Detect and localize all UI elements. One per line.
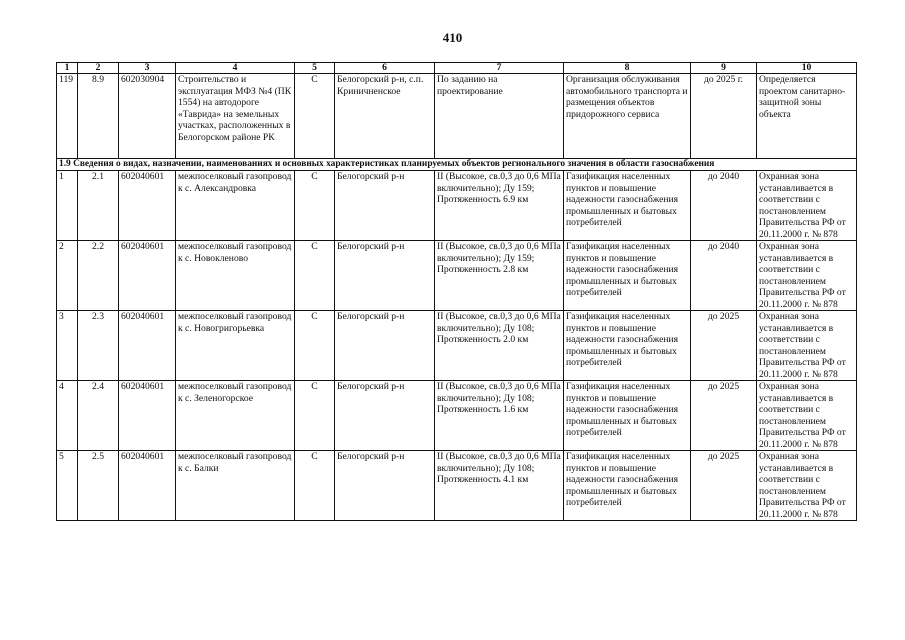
object-status: С [295, 241, 335, 311]
row-number: 3 [57, 311, 78, 381]
row-index: 2.5 [78, 451, 119, 521]
object-name: межпоселковый газопровод к с. Новокленово [176, 241, 295, 311]
object-purpose: Газификация населенных пунктов и повышение надежности газоснабжения промышленных и бытовых потребителей [564, 311, 691, 381]
object-purpose: Газификация населенных пунктов и повышение надежности газоснабжения промышленных и бытовых потребителей [564, 241, 691, 311]
object-zone: Охранная зона устанавливается в соответствии с постановлением Правительства РФ от 20.11.2000 г. № 878 [757, 241, 857, 311]
column-header: 9 [691, 63, 757, 74]
object-characteristics: II (Высокое, св.0,3 до 0,6 МПа включительно); Ду 159; Протяженность 2.8 км [435, 241, 564, 311]
object-zone: Определяется проектом санитарно-защитной зоны объекта [757, 74, 857, 159]
page-number: 410 [442, 30, 463, 45]
object-zone: Охранная зона устанавливается в соответствии с постановлением Правительства РФ от 20.11.2000 г. № 878 [757, 171, 857, 241]
object-characteristics: II (Высокое, св.0,3 до 0,6 МПа включительно); Ду 159; Протяженность 6.9 км [435, 171, 564, 241]
object-name: межпоселковый газопровод к с. Балки [176, 451, 295, 521]
object-location: Белогорский р-н [335, 241, 435, 311]
object-status: С [295, 381, 335, 451]
object-purpose: Организация обслуживания автомобильного транспорта и размещения объектов придорожного сервиса [564, 74, 691, 159]
object-term: до 2025 [691, 451, 757, 521]
object-term: до 2040 [691, 241, 757, 311]
table-row [57, 74, 857, 159]
column-header: 8 [564, 63, 691, 74]
section-row [57, 159, 857, 171]
object-term: до 2025 [691, 311, 757, 381]
planning-table [56, 62, 857, 521]
row-code: 602040601 [119, 451, 176, 521]
object-term: до 2040 [691, 171, 757, 241]
object-characteristics: II (Высокое, св.0,3 до 0,6 МПа включительно); Ду 108; Протяженность 1.6 км [435, 381, 564, 451]
table-row [57, 451, 857, 521]
column-header: 10 [757, 63, 857, 74]
row-number: 4 [57, 381, 78, 451]
object-purpose: Газификация населенных пунктов и повышение надежности газоснабжения промышленных и бытовых потребителей [564, 171, 691, 241]
row-number: 2 [57, 241, 78, 311]
row-number: 1 [57, 171, 78, 241]
object-status: С [295, 451, 335, 521]
object-location: Белогорский р-н [335, 451, 435, 521]
object-zone: Охранная зона устанавливается в соответствии с постановлением Правительства РФ от 20.11.2000 г. № 878 [757, 311, 857, 381]
row-code: 602030904 [119, 74, 176, 159]
object-characteristics: II (Высокое, св.0,3 до 0,6 МПа включительно); Ду 108; Протяженность 4.1 км [435, 451, 564, 521]
column-header: 7 [435, 63, 564, 74]
row-index: 8.9 [78, 74, 119, 159]
row-code: 602040601 [119, 171, 176, 241]
table-row [57, 381, 857, 451]
object-name: межпоселковый газопровод к с. Зеленогорское [176, 381, 295, 451]
row-index: 2.3 [78, 311, 119, 381]
row-number: 119 [57, 74, 78, 159]
row-index: 2.1 [78, 171, 119, 241]
section-title: 1.9 Сведения о видах, назначении, наименованиях и основных характеристиках планируемых объектов регионального значения в области газоснабжения [57, 159, 857, 171]
column-header: 3 [119, 63, 176, 74]
column-header: 1 [57, 63, 78, 74]
object-zone: Охранная зона устанавливается в соответствии с постановлением Правительства РФ от 20.11.2000 г. № 878 [757, 381, 857, 451]
object-status: С [295, 74, 335, 159]
column-header: 2 [78, 63, 119, 74]
object-purpose: Газификация населенных пунктов и повышение надежности газоснабжения промышленных и бытовых потребителей [564, 381, 691, 451]
object-name: Строительство и эксплуатация МФЗ №4 (ПК 1554) на автодороге «Таврида» на земельных участках, расположенных в Белогорском районе РК [176, 74, 295, 159]
object-name: межпоселковый газопровод к с. Новогригорьевка [176, 311, 295, 381]
object-status: С [295, 171, 335, 241]
object-zone: Охранная зона устанавливается в соответствии с постановлением Правительства РФ от 20.11.2000 г. № 878 [757, 451, 857, 521]
column-header: 4 [176, 63, 295, 74]
object-purpose: Газификация населенных пунктов и повышение надежности газоснабжения промышленных и бытовых потребителей [564, 451, 691, 521]
object-location: Белогорский р-н [335, 311, 435, 381]
row-code: 602040601 [119, 311, 176, 381]
object-characteristics: II (Высокое, св.0,3 до 0,6 МПа включительно); Ду 108; Протяженность 2.0 км [435, 311, 564, 381]
column-header: 6 [335, 63, 435, 74]
object-term: до 2025 г. [691, 74, 757, 159]
row-number: 5 [57, 451, 78, 521]
object-location: Белогорский р-н, с.п. Криничненское [335, 74, 435, 159]
row-code: 602040601 [119, 381, 176, 451]
object-term: до 2025 [691, 381, 757, 451]
column-header: 5 [295, 63, 335, 74]
row-index: 2.4 [78, 381, 119, 451]
table-row [57, 241, 857, 311]
table-row [57, 311, 857, 381]
row-code: 602040601 [119, 241, 176, 311]
object-location: Белогорский р-н [335, 381, 435, 451]
row-index: 2.2 [78, 241, 119, 311]
object-characteristics: По заданию на проектирование [435, 74, 564, 159]
object-name: межпоселковый газопровод к с. Александровка [176, 171, 295, 241]
header-row [57, 63, 857, 74]
object-location: Белогорский р-н [335, 171, 435, 241]
gas-rows [57, 171, 857, 521]
table-row [57, 171, 857, 241]
object-status: С [295, 311, 335, 381]
